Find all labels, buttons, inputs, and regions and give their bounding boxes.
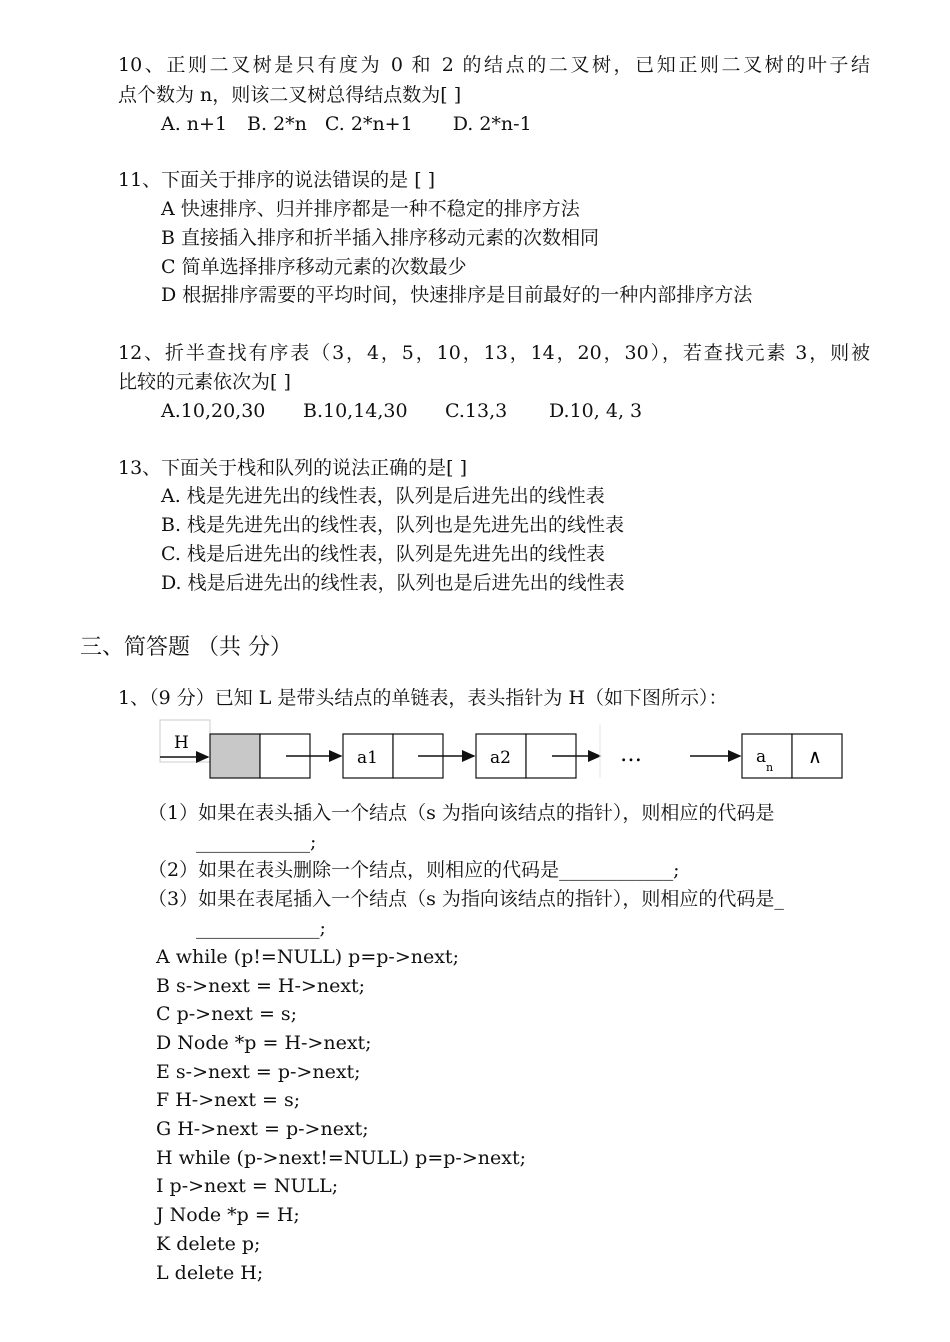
q10-option-a: A. n+1 <box>161 113 228 135</box>
q10-option-b: B. 2*n <box>247 113 307 135</box>
code-option-h: H while (p->next!=NULL) p=p->next; <box>156 1147 526 1169</box>
q13-option-d: D. 栈是后进先出的线性表，队列也是后进先出的线性表 <box>161 572 625 594</box>
code-option-l: L delete H; <box>156 1262 264 1284</box>
node-a1-label: a1 <box>357 748 378 768</box>
node-an-label: a <box>756 747 767 767</box>
q12-option-a: A.10,20,30 <box>161 400 266 422</box>
sq1-sub1-line2: ____________; <box>196 831 317 853</box>
section-title: 三、简答题 （共 分） <box>80 635 292 660</box>
q12-option-c: C.13,3 <box>445 400 508 422</box>
q10-line2: 点个数为 n，则该二叉树总得结点数为[ ] <box>118 84 462 106</box>
q10-line1: 10、正则二叉树是只有度为 0 和 2 的结点的二叉树，已知正则二叉树的叶子结 <box>118 54 870 76</box>
code-option-a: A while (p!=NULL) p=p->next; <box>156 946 459 968</box>
q13-stem: 13、下面关于栈和队列的说法正确的是[ ] <box>118 457 468 479</box>
node-an-subscript: n <box>766 761 774 774</box>
sq1-sub3-line2: _____________; <box>196 917 326 939</box>
q12-options <box>161 398 642 424</box>
q13-option-b: B. 栈是先进先出的线性表，队列也是先进先出的线性表 <box>161 514 625 536</box>
code-option-c: C p->next = s; <box>156 1003 298 1025</box>
q12-line1: 12、折半查找有序表（3，4，5，10，13，14，20，30），若查找元素 3，则被 <box>118 342 870 364</box>
q11-option-a: A 快速排序、归并排序都是一种不稳定的排序方法 <box>161 198 580 220</box>
code-option-k: K delete p; <box>156 1233 261 1255</box>
q13-option-a: A. 栈是先进先出的线性表，队列是后进先出的线性表 <box>161 485 605 507</box>
sq1-sub3-line1: （3）如果在表尾插入一个结点（s 为指向该结点的指针），则相应的代码是_ <box>148 888 784 910</box>
code-option-j: J Node *p = H; <box>156 1204 300 1226</box>
code-option-i: I p->next = NULL; <box>156 1175 339 1197</box>
sq1-sub1-line1: （1）如果在表头插入一个结点（s 为指向该结点的指针），则相应的代码是 <box>148 802 775 824</box>
node-a2-label: a2 <box>490 748 511 768</box>
linked-list-diagram <box>150 716 850 782</box>
code-option-f: F H->next = s; <box>156 1089 301 1111</box>
code-option-d: D Node *p = H->next; <box>156 1032 372 1054</box>
sq1-stem: 1、（9 分）已知 L 是带头结点的单链表，表头指针为 H（如下图所示）： <box>118 687 728 709</box>
code-option-g: G H->next = p->next; <box>156 1118 369 1140</box>
q10-option-c: C. 2*n+1 <box>324 113 413 135</box>
null-icon: ∧ <box>808 746 822 768</box>
code-option-b: B s->next = H->next; <box>156 975 366 997</box>
q12-option-b: B.10,14,30 <box>303 400 408 422</box>
q11-option-d: D 根据排序需要的平均时间，快速排序是目前最好的一种内部排序方法 <box>161 284 753 306</box>
sq1-sub2: （2）如果在表头删除一个结点，则相应的代码是____________; <box>148 859 680 881</box>
q11-option-c: C 简单选择排序移动元素的次数最少 <box>161 256 467 278</box>
q11-option-b: B 直接插入排序和折半插入排序移动元素的次数相同 <box>161 227 600 249</box>
q10-options <box>161 111 532 137</box>
q10-option-d: D. 2*n-1 <box>452 113 532 135</box>
q11-stem: 11、下面关于排序的说法错误的是 [ ] <box>118 169 436 191</box>
header-node-data <box>210 734 260 778</box>
q12-option-d: D.10, 4, 3 <box>549 400 643 422</box>
q12-line2: 比较的元素依次为[ ] <box>118 371 291 393</box>
ellipsis: … <box>620 742 642 767</box>
q13-option-c: C. 栈是后进先出的线性表，队列是先进先出的线性表 <box>161 543 605 565</box>
head-pointer-label: H <box>174 733 189 753</box>
code-option-e: E s->next = p->next; <box>156 1061 361 1083</box>
